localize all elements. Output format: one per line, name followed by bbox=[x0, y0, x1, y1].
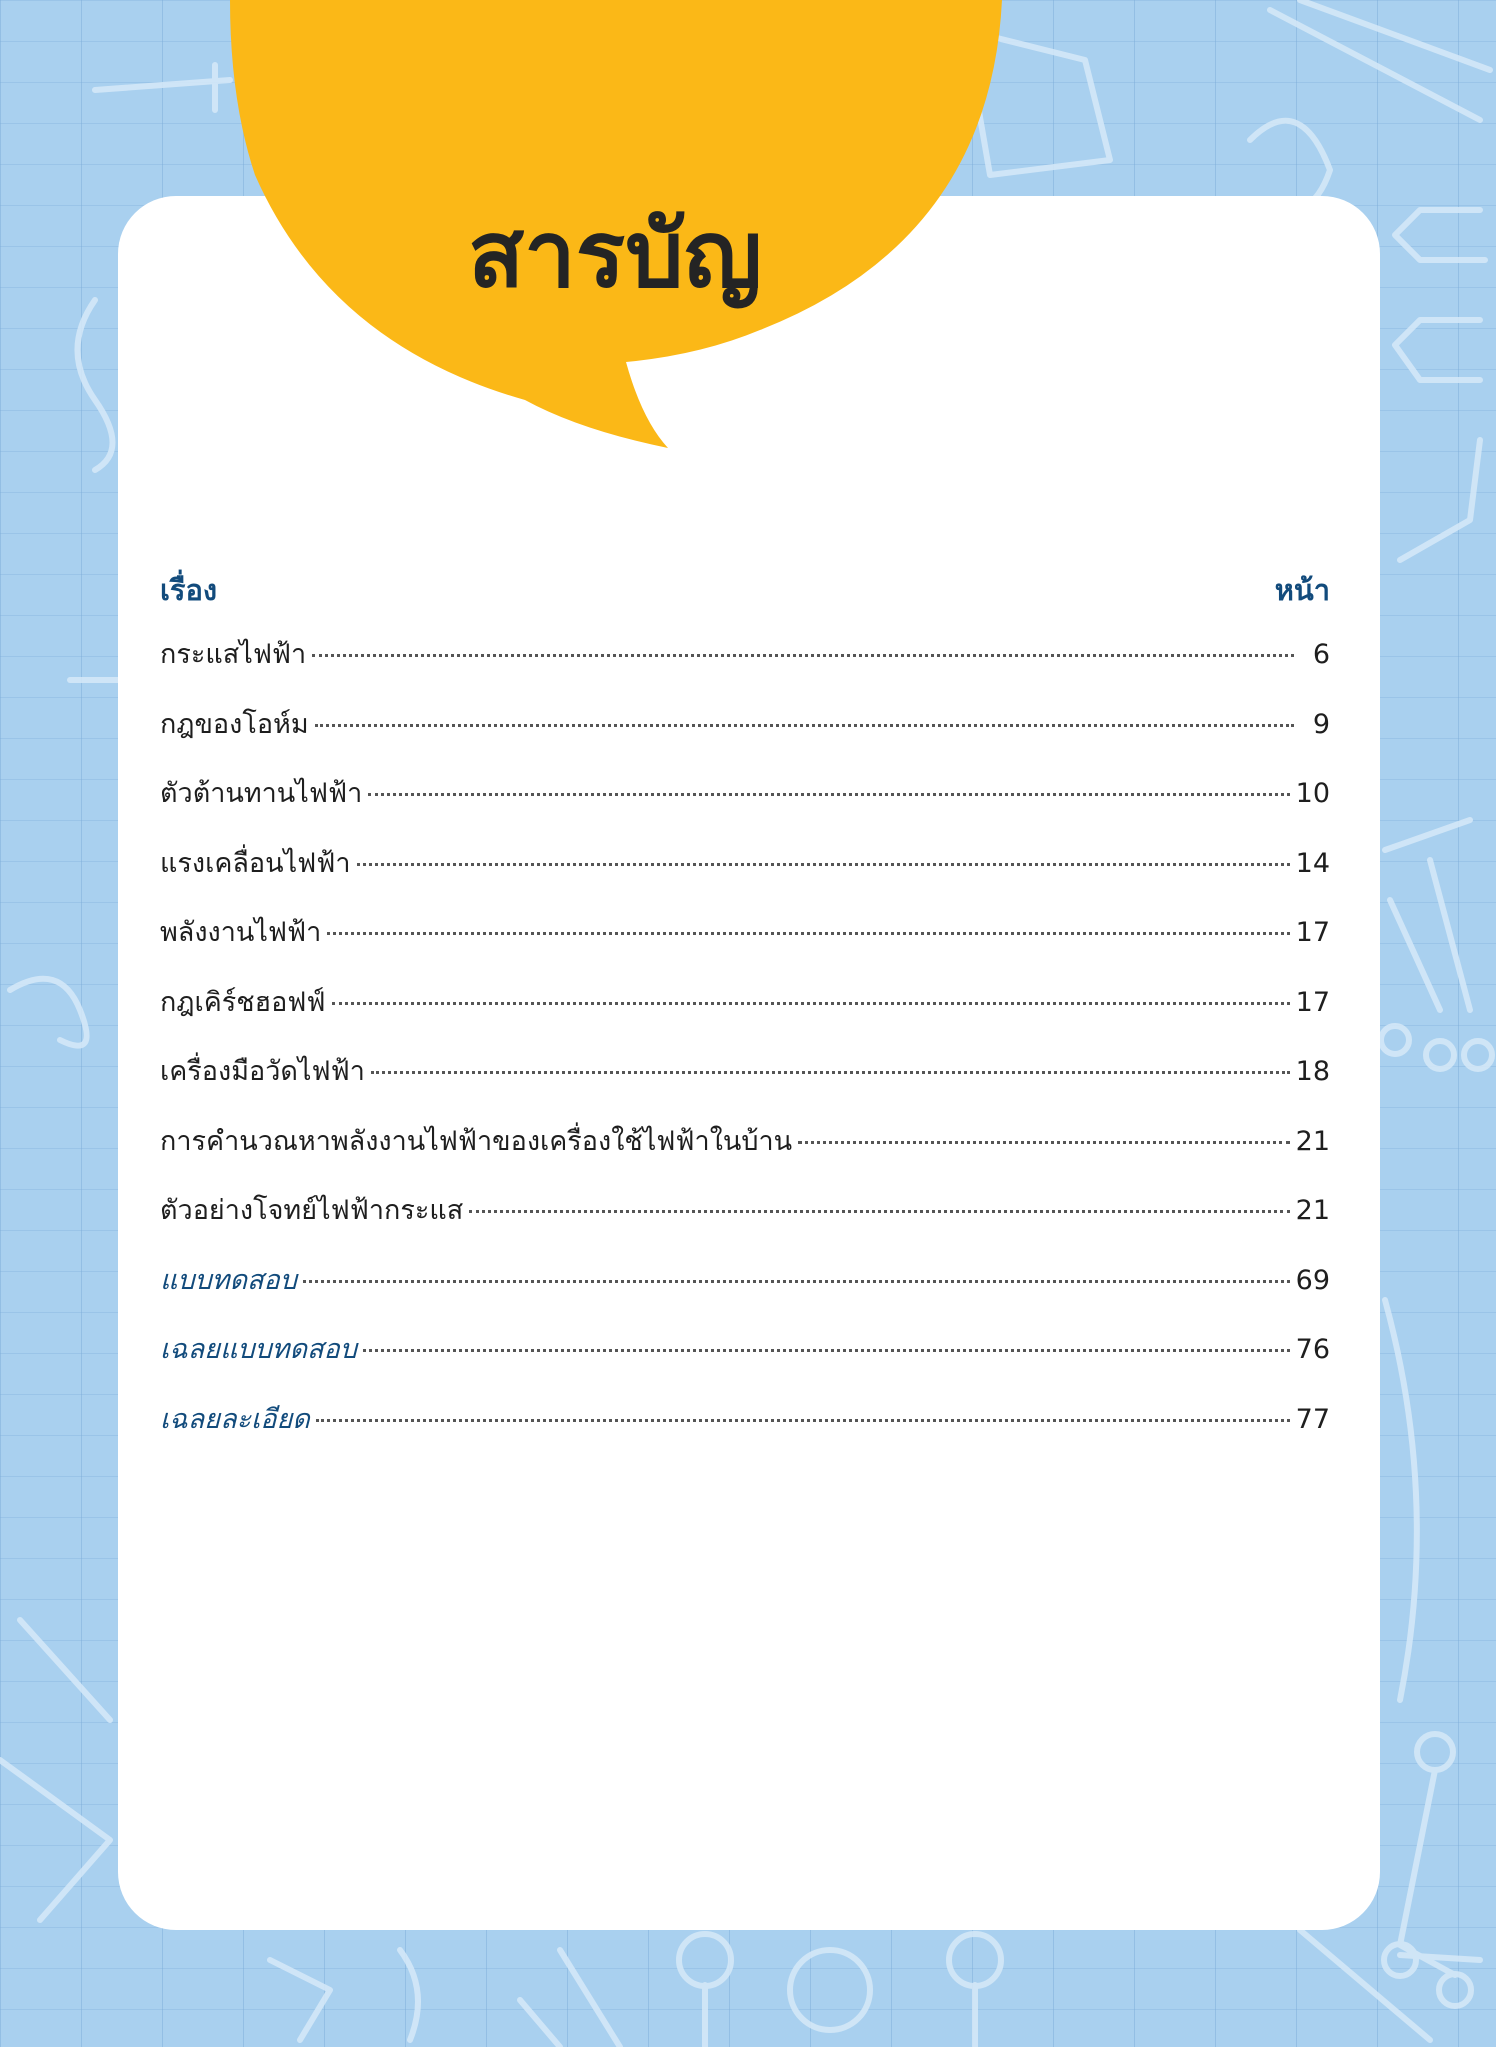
dot-leader bbox=[327, 932, 1289, 935]
toc-entry-page: 21 bbox=[1295, 1125, 1330, 1157]
page-column-label: หน้า bbox=[1274, 573, 1330, 607]
toc-entry-page: 69 bbox=[1295, 1264, 1330, 1296]
toc-entry[interactable] bbox=[160, 898, 1330, 968]
toc-entry-label: แรงเคลื่อนไฟฟ้า bbox=[160, 847, 351, 879]
dot-leader bbox=[312, 654, 1294, 657]
toc-entry-page: 10 bbox=[1295, 778, 1330, 809]
toc-entry-solutions[interactable] bbox=[160, 1385, 1330, 1455]
toc-entry-label: เครื่องมือวัดไฟฟ้า bbox=[160, 1056, 365, 1087]
toc-entry-label: การคำนวณหาพลังงานไฟฟ้าของเครื่องใช้ไฟฟ้าในบ้าน bbox=[160, 1125, 793, 1157]
toc-entry-answers[interactable] bbox=[160, 1315, 1330, 1385]
toc-entry-page: 76 bbox=[1295, 1334, 1330, 1365]
dot-leader bbox=[357, 863, 1290, 866]
toc-entry-page: 9 bbox=[1312, 708, 1330, 740]
page-title: สารบัญ bbox=[467, 201, 762, 308]
toc-entry-page: 17 bbox=[1295, 986, 1330, 1018]
toc-entry-label: ตัวอย่างโจทย์ไฟฟ้ากระแส bbox=[160, 1195, 464, 1226]
dot-leader bbox=[363, 1349, 1290, 1352]
toc-header bbox=[160, 560, 1330, 620]
toc-entry[interactable] bbox=[160, 829, 1330, 899]
toc-entry[interactable] bbox=[160, 1107, 1330, 1177]
toc-entry[interactable] bbox=[160, 968, 1330, 1038]
toc-entry-label: กฎเคิร์ชฮอฟฟ์ bbox=[160, 986, 326, 1018]
toc-entry-page: 6 bbox=[1312, 639, 1330, 670]
dot-leader bbox=[371, 1071, 1290, 1074]
table-of-contents bbox=[160, 560, 1330, 1454]
dot-leader bbox=[303, 1280, 1290, 1283]
toc-entry-label: กระแสไฟฟ้า bbox=[160, 639, 307, 670]
toc-entry-label: กฎของโอห์ม bbox=[160, 708, 309, 740]
dot-leader bbox=[368, 793, 1289, 796]
toc-entry-page: 17 bbox=[1295, 917, 1330, 948]
dot-leader bbox=[316, 1419, 1290, 1422]
toc-entry-test[interactable] bbox=[160, 1246, 1330, 1316]
toc-entry[interactable] bbox=[160, 1037, 1330, 1107]
dot-leader bbox=[469, 1210, 1289, 1213]
topic-column-label: เรื่อง bbox=[160, 573, 218, 607]
toc-entry-page: 77 bbox=[1295, 1403, 1330, 1435]
toc-entry-page: 14 bbox=[1295, 847, 1330, 879]
toc-entry[interactable] bbox=[160, 690, 1330, 760]
toc-entry-label: เฉลยแบบทดสอบ bbox=[160, 1334, 357, 1365]
toc-entry[interactable] bbox=[160, 620, 1330, 690]
dot-leader bbox=[332, 1002, 1290, 1005]
toc-entry-page: 18 bbox=[1295, 1056, 1330, 1087]
toc-entry-label: เฉลยละเอียด bbox=[160, 1403, 310, 1435]
dot-leader bbox=[315, 724, 1294, 727]
toc-entry-label: ตัวต้านทานไฟฟ้า bbox=[160, 778, 363, 809]
toc-entry-page: 21 bbox=[1295, 1195, 1330, 1226]
toc-entry-label: พลังงานไฟฟ้า bbox=[160, 917, 322, 948]
toc-entry-label: แบบทดสอบ bbox=[160, 1264, 297, 1296]
toc-entry[interactable] bbox=[160, 759, 1330, 829]
toc-entry[interactable] bbox=[160, 1176, 1330, 1246]
dot-leader bbox=[798, 1141, 1290, 1144]
